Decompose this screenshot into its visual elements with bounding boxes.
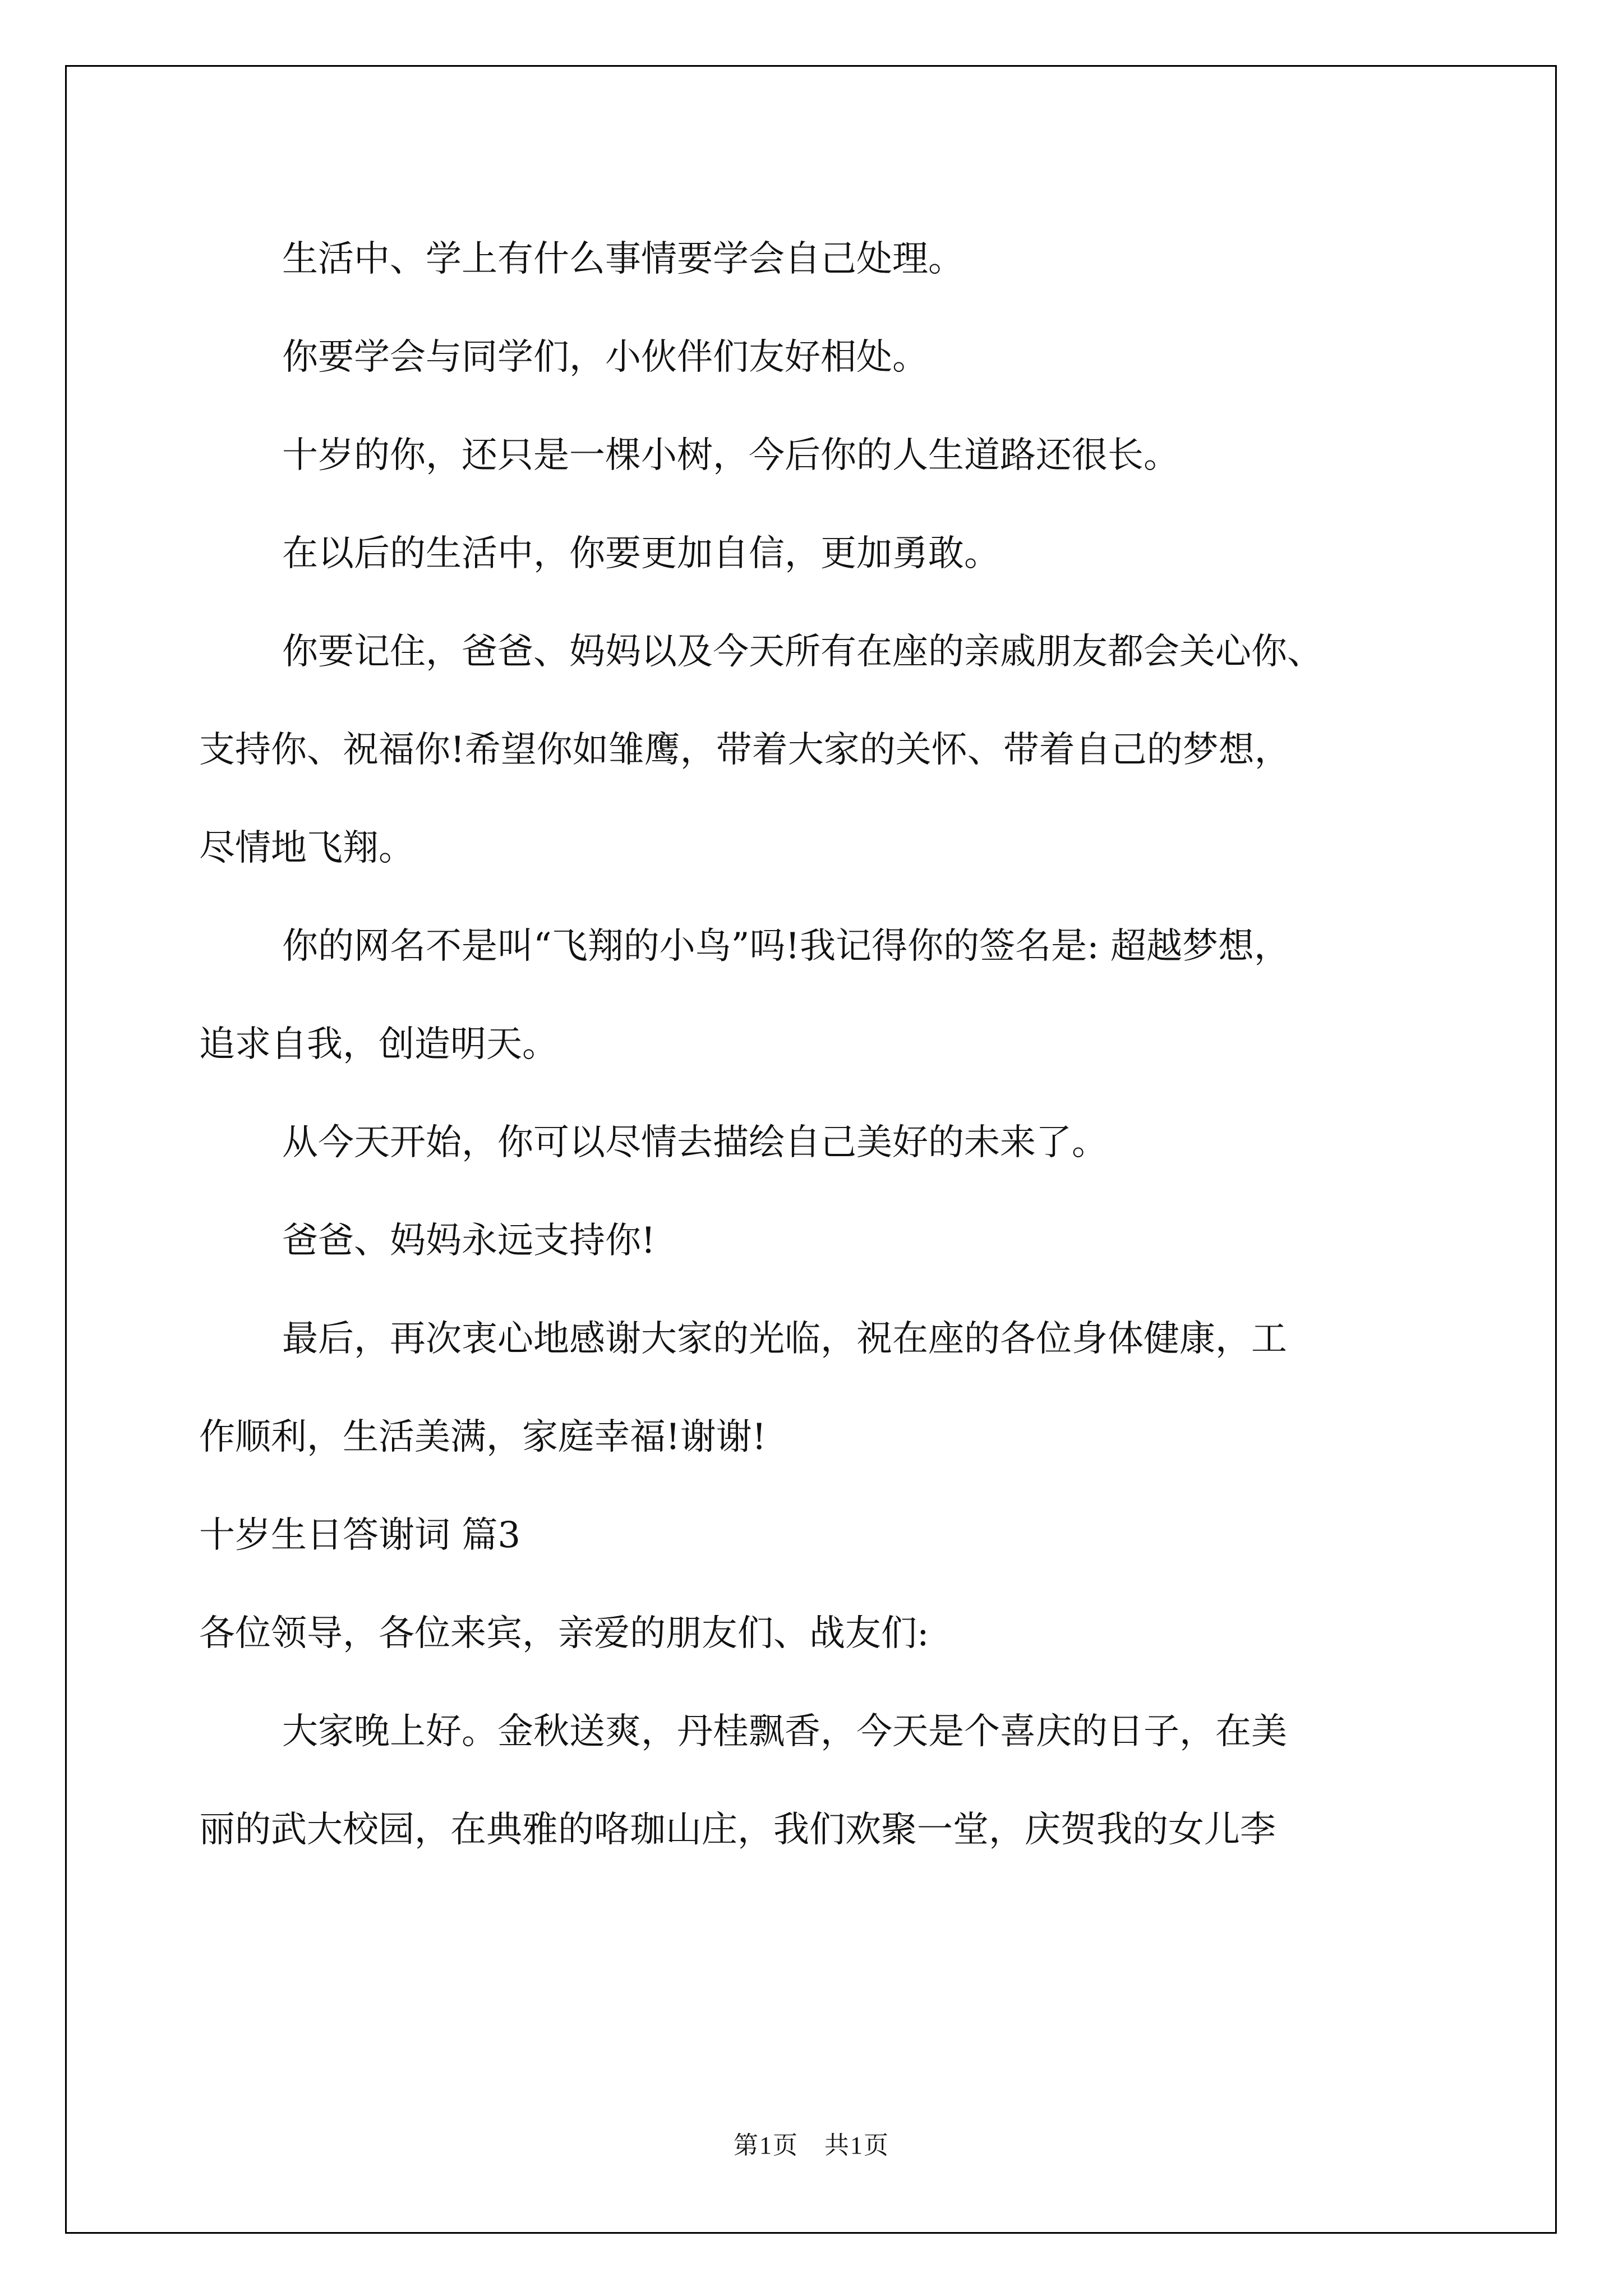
- salutation-line: 各位领导，各位来宾，亲爱的朋友们、战友们:: [199, 1613, 929, 1654]
- paragraph-line: 作顺利，生活美满，家庭幸福!谢谢!: [199, 1416, 767, 1458]
- paragraph-line: 生活中、学上有什么事情要学会自己处理。: [282, 238, 964, 280]
- paragraph-line: 你的网名不是叫“飞翔的小鸟”吗!我记得你的签名是: 超越梦想，: [282, 926, 1290, 967]
- section-heading: 十岁生日答谢词 篇3: [199, 1515, 521, 1556]
- page-footer: 第1页 共1页: [734, 2132, 889, 2159]
- paragraph-line: 尽情地飞翔。: [199, 827, 414, 869]
- paragraph-line: 从今天开始，你可以尽情去描绘自己美好的未来了。: [282, 1122, 1108, 1163]
- paragraph-line: 大家晚上好。金秋送爽，丹桂飘香，今天是个喜庆的日子，在美: [282, 1711, 1287, 1752]
- paragraph-line: 追求自我，创造明天。: [199, 1024, 558, 1065]
- paragraph-line: 在以后的生活中，你要更加自信，更加勇敢。: [282, 533, 1000, 574]
- document-body: [199, 210, 1467, 1879]
- paragraph-line: 支持你、祝福你!希望你如雏鹰，带着大家的关怀、带着自己的梦想，: [199, 729, 1290, 771]
- paragraph-line: 十岁的你，还只是一棵小树，今后你的人生道路还很长。: [282, 435, 1179, 476]
- paragraph-line: 你要记住，爸爸、妈妈以及今天所有在座的亲戚朋友都会关心你、: [282, 631, 1323, 673]
- paragraph-line: 丽的武大校园，在典雅的咯珈山庄，我们欢聚一堂，庆贺我的女儿李: [199, 1809, 1276, 1851]
- paragraph-line: 你要学会与同学们，小伙伴们友好相处。: [282, 337, 928, 378]
- paragraph-line: 爸爸、妈妈永远支持你!: [282, 1220, 656, 1262]
- paragraph-line: 最后，再次衷心地感谢大家的光临，祝在座的各位身体健康，工: [282, 1318, 1287, 1360]
